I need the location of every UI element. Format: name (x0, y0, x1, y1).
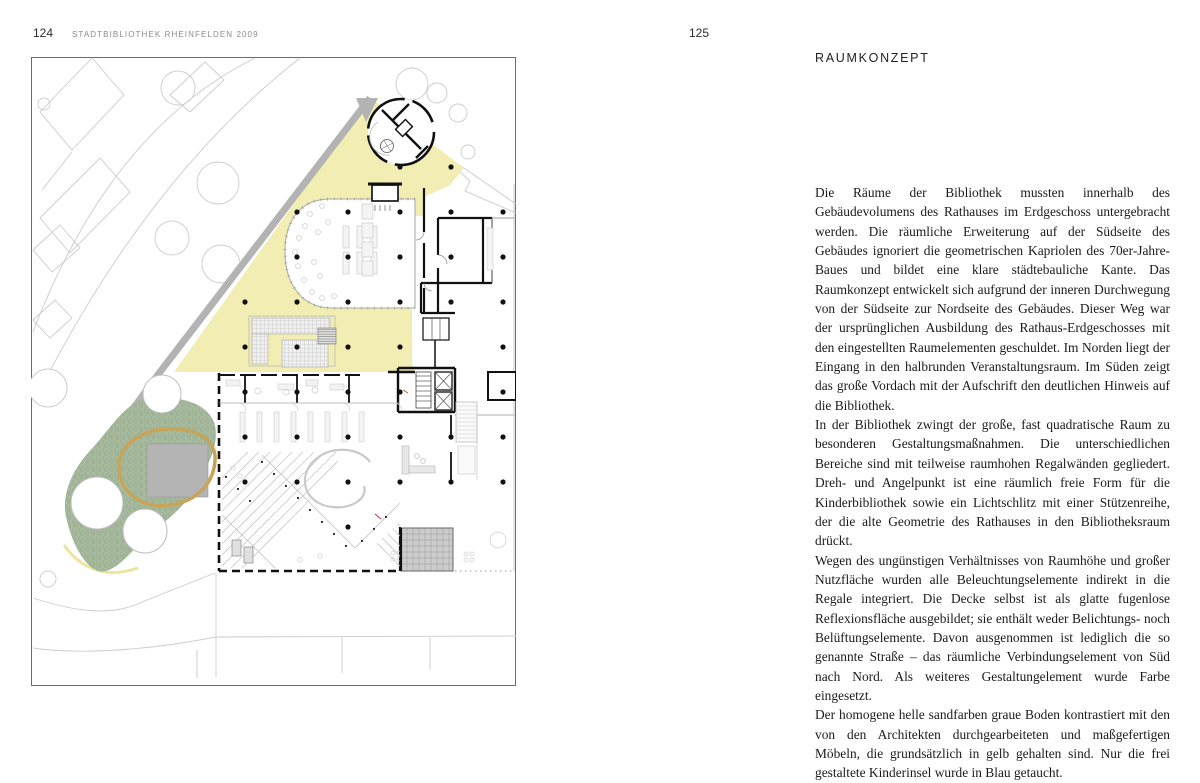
page-number-right: 125 (689, 26, 710, 40)
tree (143, 375, 181, 413)
running-header: STADTBIBLIOTHEK RHEINFELDEN 2009 (72, 30, 259, 39)
paragraph: Die Räume der Bibliothek mussten innerhalb des Gebäudevolumens des Rathauses im Erdgeschoss untergebracht werden. Die räumliche Erweiterung auf der Südseite des Gebäudes ignoriert die geometrischen Kapriolen des 70er-Jahre-Baues und bildet eine klare städtebauliche Kante. Das Raumkonzept entwickelt sich aufgrund der inneren Durchwegung von der Südseite zur Nordseite des Gebäudes. Dieser Weg war der ursprünglichen Ausbildung des Rathaus-Erdgeschosses mit den eingestellten Raumelementen geschuldet. Im Norden liegt der Eingang in den halbrunden Veranstaltungsraum. Im Süden zeigt das große Vordach mit der Aufschrift den deutlichen Hinweis auf die Bibliothek. (815, 185, 1170, 413)
garden-building (147, 444, 208, 497)
entrance-canopy (249, 316, 336, 367)
event-room-circle (368, 99, 434, 165)
paragraph: In der Bibliothek zwingt der große, fast quadratische Raum zu besonderen Gestaltungsmaßnahmen. Die unterschiedlichen Bereiche sind mit teilweise raumhohen Regalwänden gegliedert. Dreh- und Angelpunkt ist eine räumlich freie Form für die Kinderbibliothek sowie ein Lichtschlitz mit einer Stützenreihe, der die alte Geometrie des Rathauses in den Bibliotheksraum drückt. (815, 417, 1170, 549)
tree (31, 369, 67, 407)
south-canopy-hatched (401, 528, 453, 571)
tree (71, 477, 123, 529)
paragraph: Der homogene helle sandfarben graue Boden kontrastiert mit den von den Architekten durchgearbeiteten und maßgefertigen Möbeln, die grundsätzlich in gelb gehalten sind. Nur die frei gestaltete Kinderinsel wurde in Blau getaucht. (815, 707, 1170, 781)
tree (123, 509, 167, 553)
section-title: RAUMKONZEPT (815, 51, 930, 65)
paragraph: Wegen des ungünstigen Verhältnisses von Raumhöhe und großer Nutzfläche wurden alle Beleuchtungselemente indirekt in die Regale integriert. Die Decke selbst ist als glatte fugenlose Reflexionsfläche ausgebildet; sie enthält weder Belichtungs- noch Belüftungselemente. Davon ausgenommen ist lediglich die so genannte Straße – das räumliche Verbindungselement von Süd nach Nord. Als weiteres Gestaltungelement wurde Farbe eingesetzt. (815, 552, 1170, 703)
body-text (815, 183, 1170, 783)
floor-plan-drawing (31, 57, 516, 686)
reading-room (285, 199, 415, 308)
page-number-left: 124 (33, 26, 54, 40)
